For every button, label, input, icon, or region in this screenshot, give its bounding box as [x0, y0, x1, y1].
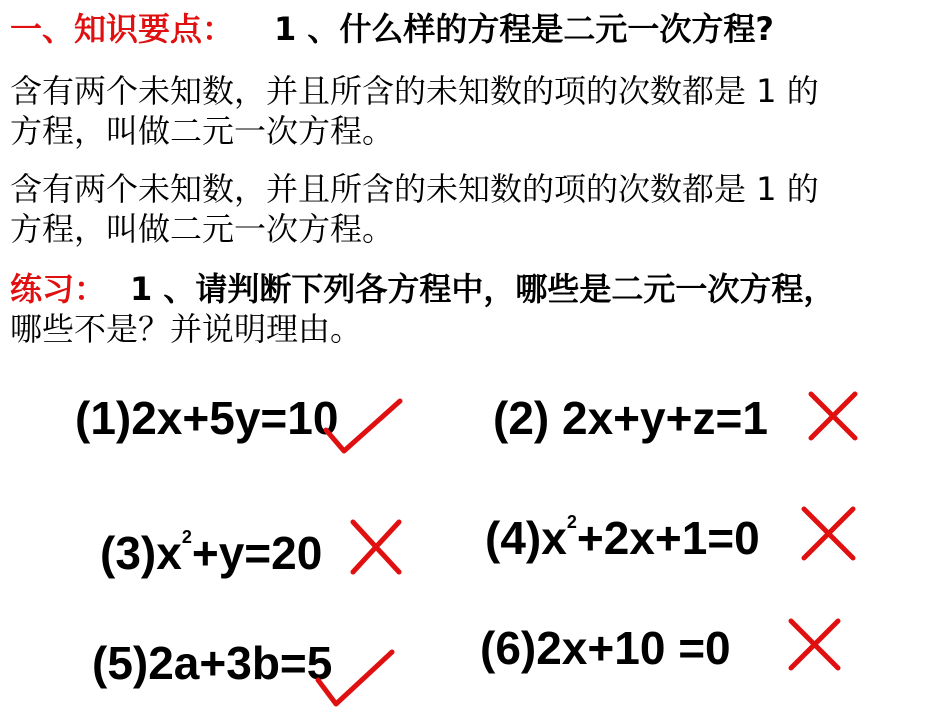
definition-2-line2: 方程，叫做二元一次方程。 — [10, 210, 395, 248]
equation-4-base: (4)x — [485, 512, 567, 564]
equation-3-base: (3)x — [100, 527, 182, 579]
equation-4-exponent: 2 — [566, 512, 577, 532]
equation-6: (6)2x+10 =0 — [480, 622, 731, 674]
cross-mark-icon — [805, 388, 860, 443]
equation-3-rest: +y=20 — [191, 527, 323, 579]
check-mark-icon — [320, 395, 410, 460]
equation-1: (1)2x+5y=10 — [75, 392, 339, 444]
knowledge-question: 1 、什么样的方程是二元一次方程? — [274, 10, 774, 48]
definition-2-line1: 含有两个未知数，并且所含的未知数的项的次数都是 1 的 — [10, 170, 819, 208]
knowledge-title-line — [10, 10, 774, 48]
equation-4-rest: +2x+1=0 — [576, 512, 760, 564]
exercise-prompt-line2: 哪些不是？并说明理由。 — [10, 310, 363, 348]
check-mark-icon — [312, 646, 402, 711]
exercise-heading: 练习： — [10, 270, 107, 308]
equation-4 — [485, 512, 760, 564]
exercise-title-line — [10, 270, 835, 308]
cross-mark-icon — [797, 502, 859, 564]
knowledge-heading: 一、知识要点： — [10, 10, 235, 48]
equation-3-exponent: 2 — [181, 527, 192, 547]
equation-3 — [100, 527, 322, 579]
exercise-prompt-line1: 1 、请判断下列各方程中，哪些是二元一次方程， — [130, 270, 836, 308]
cross-mark-icon — [784, 614, 844, 674]
cross-mark-icon — [345, 516, 405, 578]
definition-1-line2: 方程，叫做二元一次方程。 — [10, 112, 395, 150]
definition-1-line1: 含有两个未知数，并且所含的未知数的项的次数都是 1 的 — [10, 72, 819, 110]
equation-2: (2) 2x+y+z=1 — [493, 392, 768, 444]
equation-5: (5)2a+3b=5 — [92, 637, 333, 689]
